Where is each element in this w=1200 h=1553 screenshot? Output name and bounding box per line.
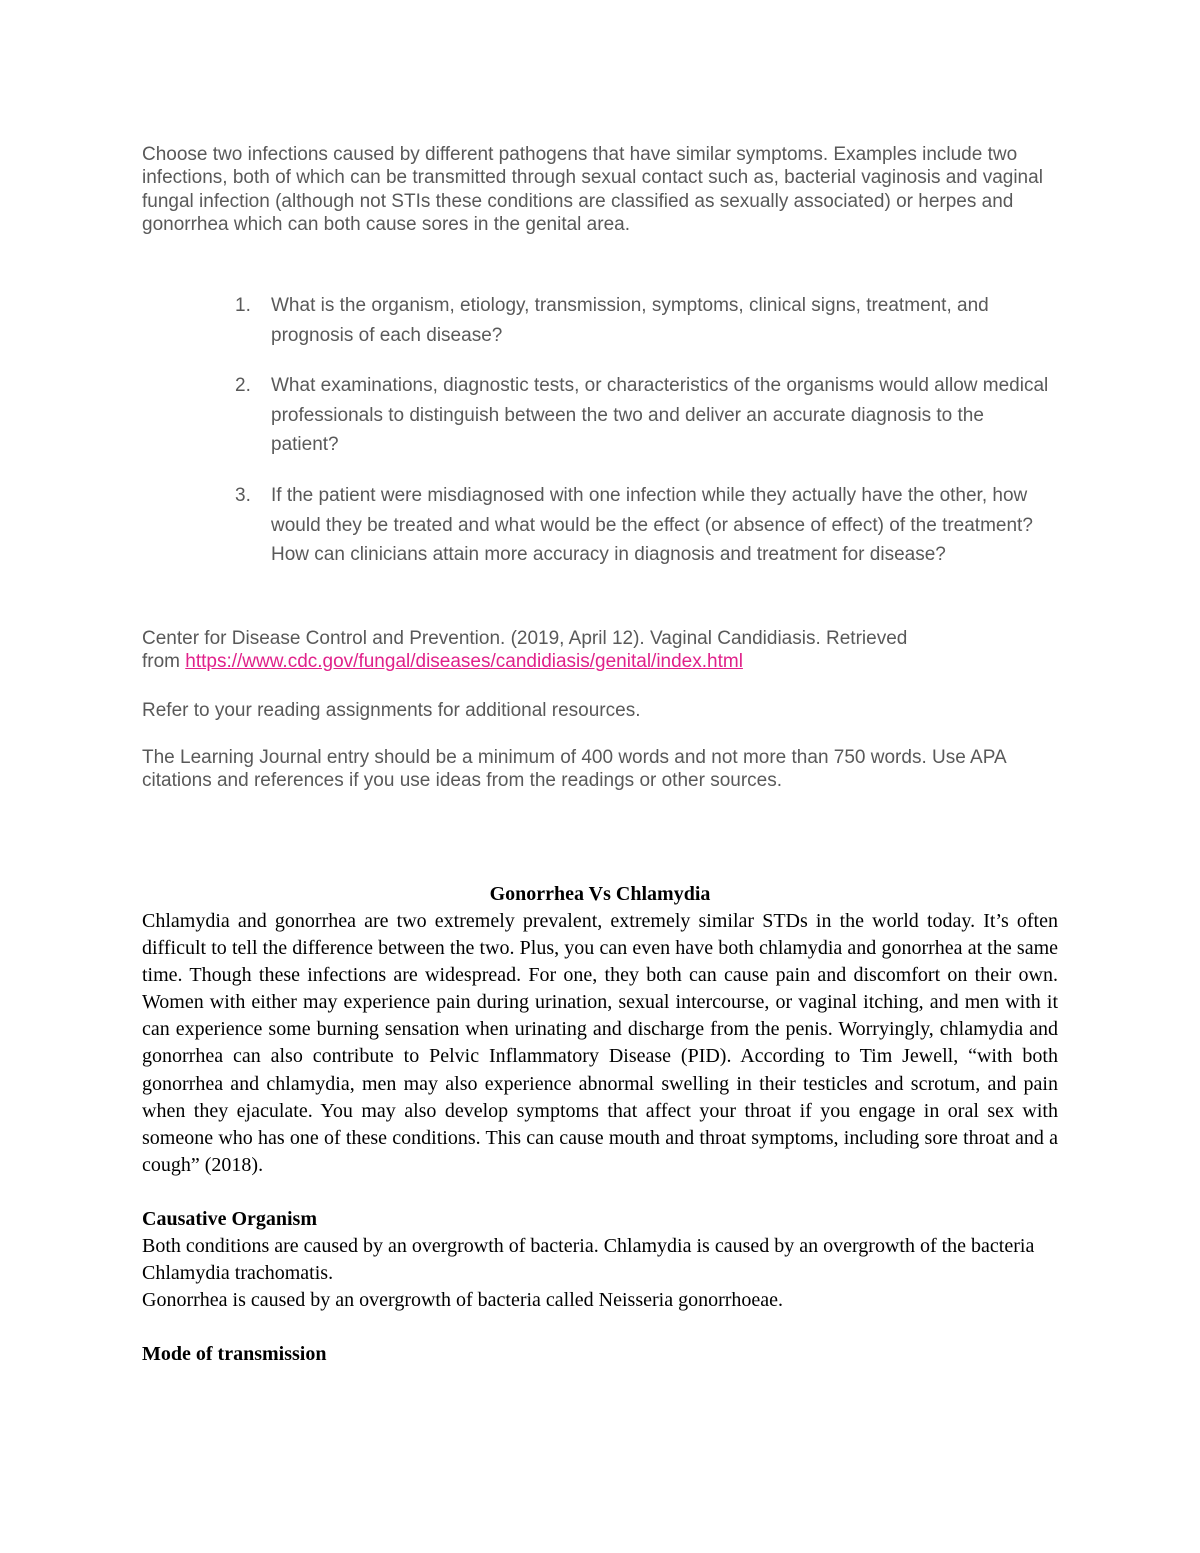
question-text: If the patient were misdiagnosed with one infection while they actually have the other, how would they be treated and what would be the effect (or absence of effect) of the treatment? How can clinicians attain more accuracy in diagnosis and treatment for disease? [271, 484, 1033, 566]
question-list [235, 291, 1055, 591]
citation [142, 627, 1042, 674]
question-text: What examinations, diagnostic tests, or characteristics of the organisms would allow medical professionals to distinguish between the two and deliver an accurate diagnosis to the patient? [271, 375, 1049, 456]
section-heading-causative: Causative Organism [142, 1207, 317, 1230]
question-number: 3. [235, 484, 251, 506]
question-item [235, 291, 1055, 350]
question-item [235, 481, 1055, 570]
question-item [235, 371, 1055, 460]
essay-answer [142, 881, 1058, 1368]
prompt-intro: Choose two infections caused by different pathogens that have similar symptoms. Examples include two infections, both of which can be transmitted through sexual contact such as, bacterial vaginosis and vaginal fungal infection (although not STIs these conditions are classified as sexually associated) or herpes and gonorrhea which can both cause sores in the genital area. [142, 144, 1043, 236]
question-number: 1. [235, 295, 251, 316]
causative-paragraph: Gonorrhea is caused by an overgrowth of bacteria called Neisseria gonorrhoeae. [142, 1288, 784, 1311]
essay-intro-paragraph: Chlamydia and gonorrhea are two extremely prevalent, extremely similar STDs in the world today. It’s often difficult to tell the difference between the two. Plus, you can even have both chlamydia and gonorrhea at the same time. Though these infections are widespread. For one, they both can cause pain and discomfort on their own. Women with either may experience pain during urination, sexual intercourse, or vaginal itching, and men with it can experience some burning sensation when urinating and discharge from the penis. Worryingly, chlamydia and gonorrhea can also contribute to Pelvic Inflammatory Disease (PID). According to Tim Jewell, “with both gonorrhea and chlamydia, men may also experience abnormal swelling in their testicles and scrotum, and pain when they ejaculate. You may also develop symptoms that affect your throat if you engage in oral sex with someone who has one of these conditions. This can cause mouth and throat symptoms, including sore throat and a cough” (2018). [142, 910, 1058, 1176]
causative-paragraph: Both conditions are caused by an overgrowth of bacteria. Chlamydia is caused by an overgrowth of the bacteria Chlamydia trachomatis. [142, 1234, 1035, 1284]
citation-text: Center for Disease Control and Prevention. (2019, April 12). Vaginal Candidiasis. Retrieved [142, 628, 908, 649]
refer-note: Refer to your reading assignments for additional resources. [142, 700, 641, 721]
journal-requirement: The Learning Journal entry should be a minimum of 400 words and not more than 750 words. Use APA citations and references if you use ideas from the readings or other sources. [142, 747, 1006, 792]
citation-from: from [142, 651, 186, 673]
assignment-prompt [142, 143, 1058, 792]
question-text: What is the organism, etiology, transmission, symptoms, clinical signs, treatment, and prognosis of each disease? [271, 295, 989, 346]
essay-title: Gonorrhea Vs Chlamydia [489, 883, 711, 905]
citation-link[interactable]: https://www.cdc.gov/fungal/diseases/candidiasis/genital/index.html [185, 651, 743, 673]
spacer [142, 1314, 1058, 1341]
section-heading-transmission: Mode of transmission [142, 1342, 327, 1365]
spacer [142, 1179, 1058, 1206]
question-number: 2. [235, 375, 251, 397]
